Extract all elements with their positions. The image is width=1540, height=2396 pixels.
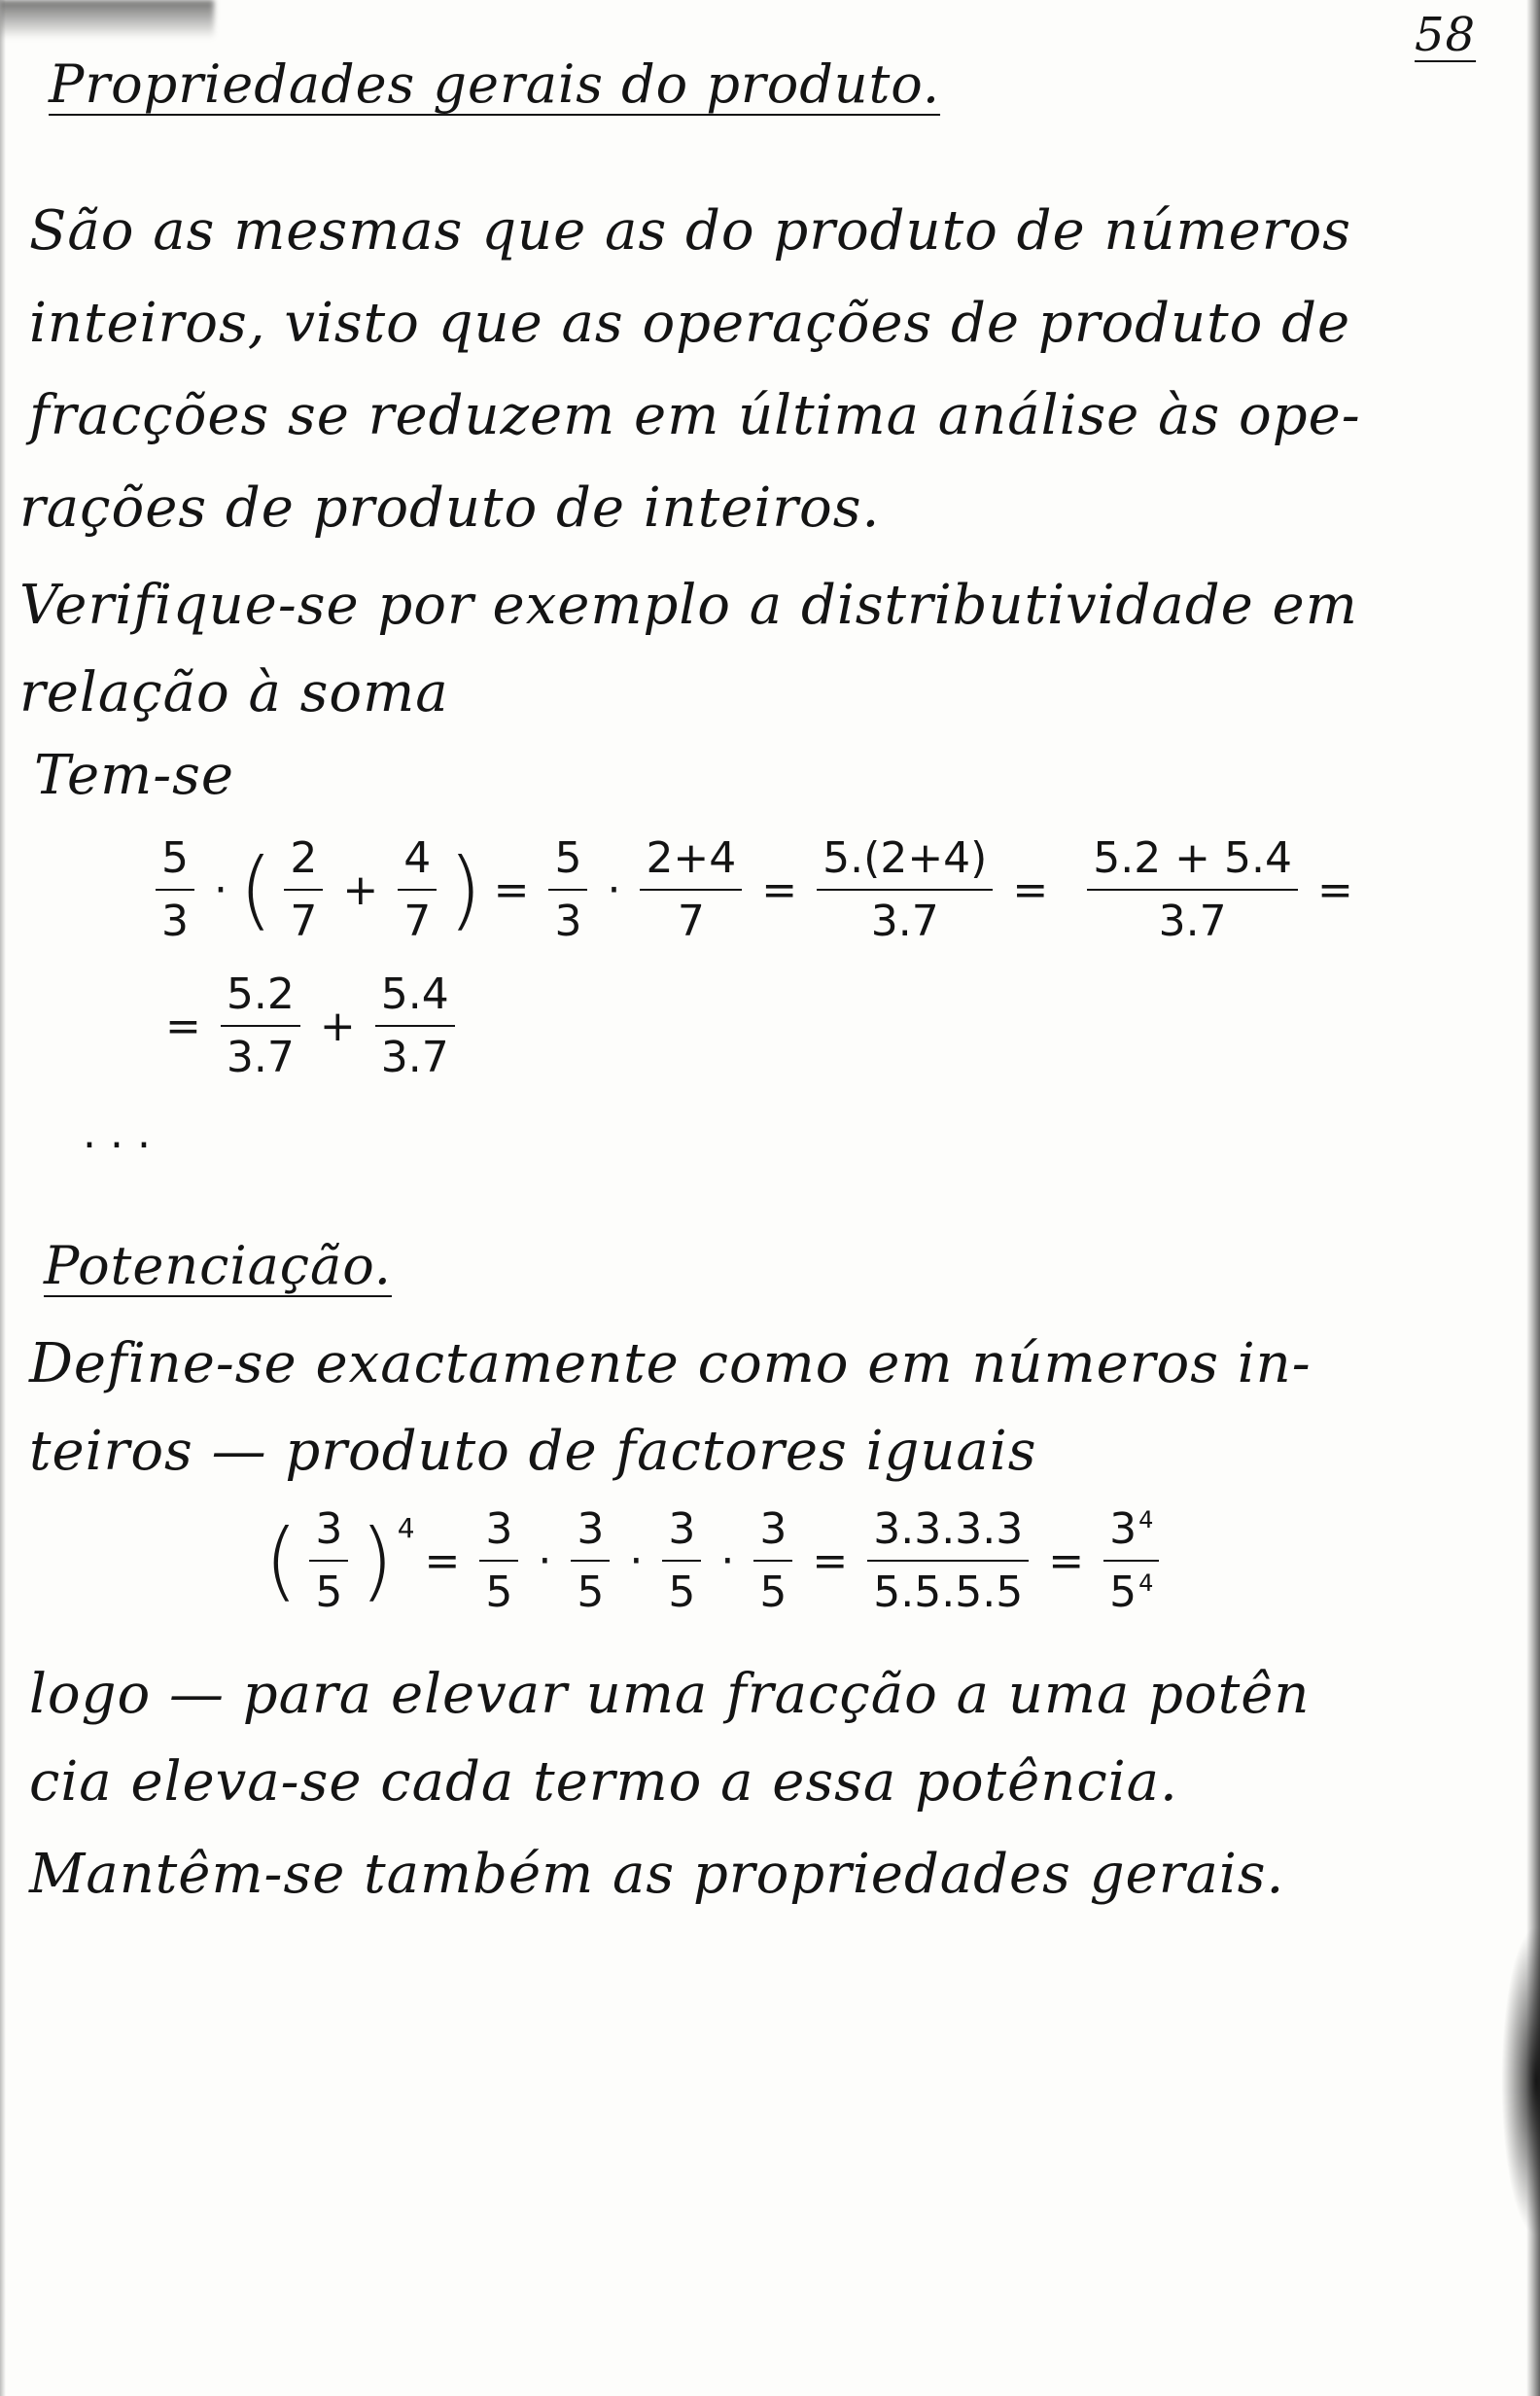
- conclusion-line: logo — para elevar uma fracção a uma potên: [29, 1663, 1311, 1726]
- fraction: $\frac{3^4}{5^4}$: [1103, 1504, 1159, 1617]
- distributivity-equation-continued: = $\frac{5.2}{3.7}$ + $\frac{5.4}{3.7}$: [156, 963, 465, 1089]
- fraction: $\frac{3}{5}$: [753, 1504, 792, 1617]
- fraction: $\frac{4}{7}$: [398, 833, 437, 946]
- paragraph-line: Define-se exactamente como em números in-: [29, 1332, 1312, 1395]
- paragraph-line: Verifique-se por exemplo a distributividade em: [19, 574, 1358, 637]
- fraction: $\frac{5}{3}$: [548, 833, 587, 946]
- paragraph-line: Tem-se: [34, 744, 235, 807]
- power-equation: ( $\frac{3}{5}$ ) 4 = $\frac{3}{5}$ · $\frac{3}{5}$ · $\frac{3}{5}$ · $\frac{3}{5}$ = $\frac{3.3.3.3}{5.5.5.5}$ = $\frac{3^4}{5^4}$: [262, 1493, 1169, 1629]
- conclusion-line: cia eleva-se cada termo a essa potência.: [29, 1750, 1178, 1814]
- scan-shadow-right-blob: [1501, 1925, 1540, 2237]
- paragraph-line: rações de produto de inteiros.: [19, 476, 881, 540]
- paragraph-line: fracções se reduzem em última análise às ope-: [29, 384, 1361, 447]
- fraction: $\frac{2+4}{7}$: [640, 833, 742, 946]
- fraction: $\frac{5}{3}$: [156, 833, 194, 946]
- fraction: $\frac{3.3.3.3}{5.5.5.5}$: [867, 1504, 1029, 1617]
- section-title-exponentiation: Potenciação.: [44, 1235, 392, 1296]
- fraction: $\frac{3}{5}$: [309, 1504, 348, 1617]
- paragraph-line: inteiros, visto que as operações de produto de: [29, 292, 1351, 355]
- fraction: $\frac{5.2 + 5.4}{3.7}$: [1087, 833, 1298, 946]
- paragraph-line: teiros — produto de factores iguais: [29, 1420, 1037, 1483]
- paragraph-line: São as mesmas que as do produto de números: [29, 199, 1351, 263]
- fraction: $\frac{5.(2+4)}{3.7}$: [817, 833, 993, 946]
- fraction: $\frac{3}{5}$: [662, 1504, 701, 1617]
- fraction: $\frac{3}{5}$: [571, 1504, 610, 1617]
- distributivity-equation: $\frac{5}{3}$ · ( $\frac{2}{7}$ + $\frac{4}{7}$ ) = $\frac{5}{3}$ · $\frac{2+4}{7}$ = $\frac{5.(2+4)}{3.7}$ = $\frac{5.2 + 5.4}{3.7}$ =: [146, 822, 1363, 958]
- scan-shadow-left-edge: [0, 0, 6, 2396]
- paragraph-line: relação à soma: [19, 661, 449, 724]
- fraction: $\frac{5.2}{3.7}$: [221, 969, 300, 1082]
- exponent: 4: [397, 1511, 415, 1544]
- page-number: 58: [1415, 8, 1477, 62]
- fraction: $\frac{3}{5}$: [479, 1504, 518, 1617]
- scan-shadow-top-left: [0, 0, 214, 39]
- ellipsis: ...: [83, 1109, 164, 1158]
- fraction: $\frac{5.4}{3.7}$: [375, 969, 455, 1082]
- fraction: $\frac{2}{7}$: [284, 833, 323, 946]
- conclusion-line: Mantêm-se também as propriedades gerais.: [29, 1843, 1285, 1906]
- section-title-properties: Propriedades gerais do produto.: [49, 53, 941, 115]
